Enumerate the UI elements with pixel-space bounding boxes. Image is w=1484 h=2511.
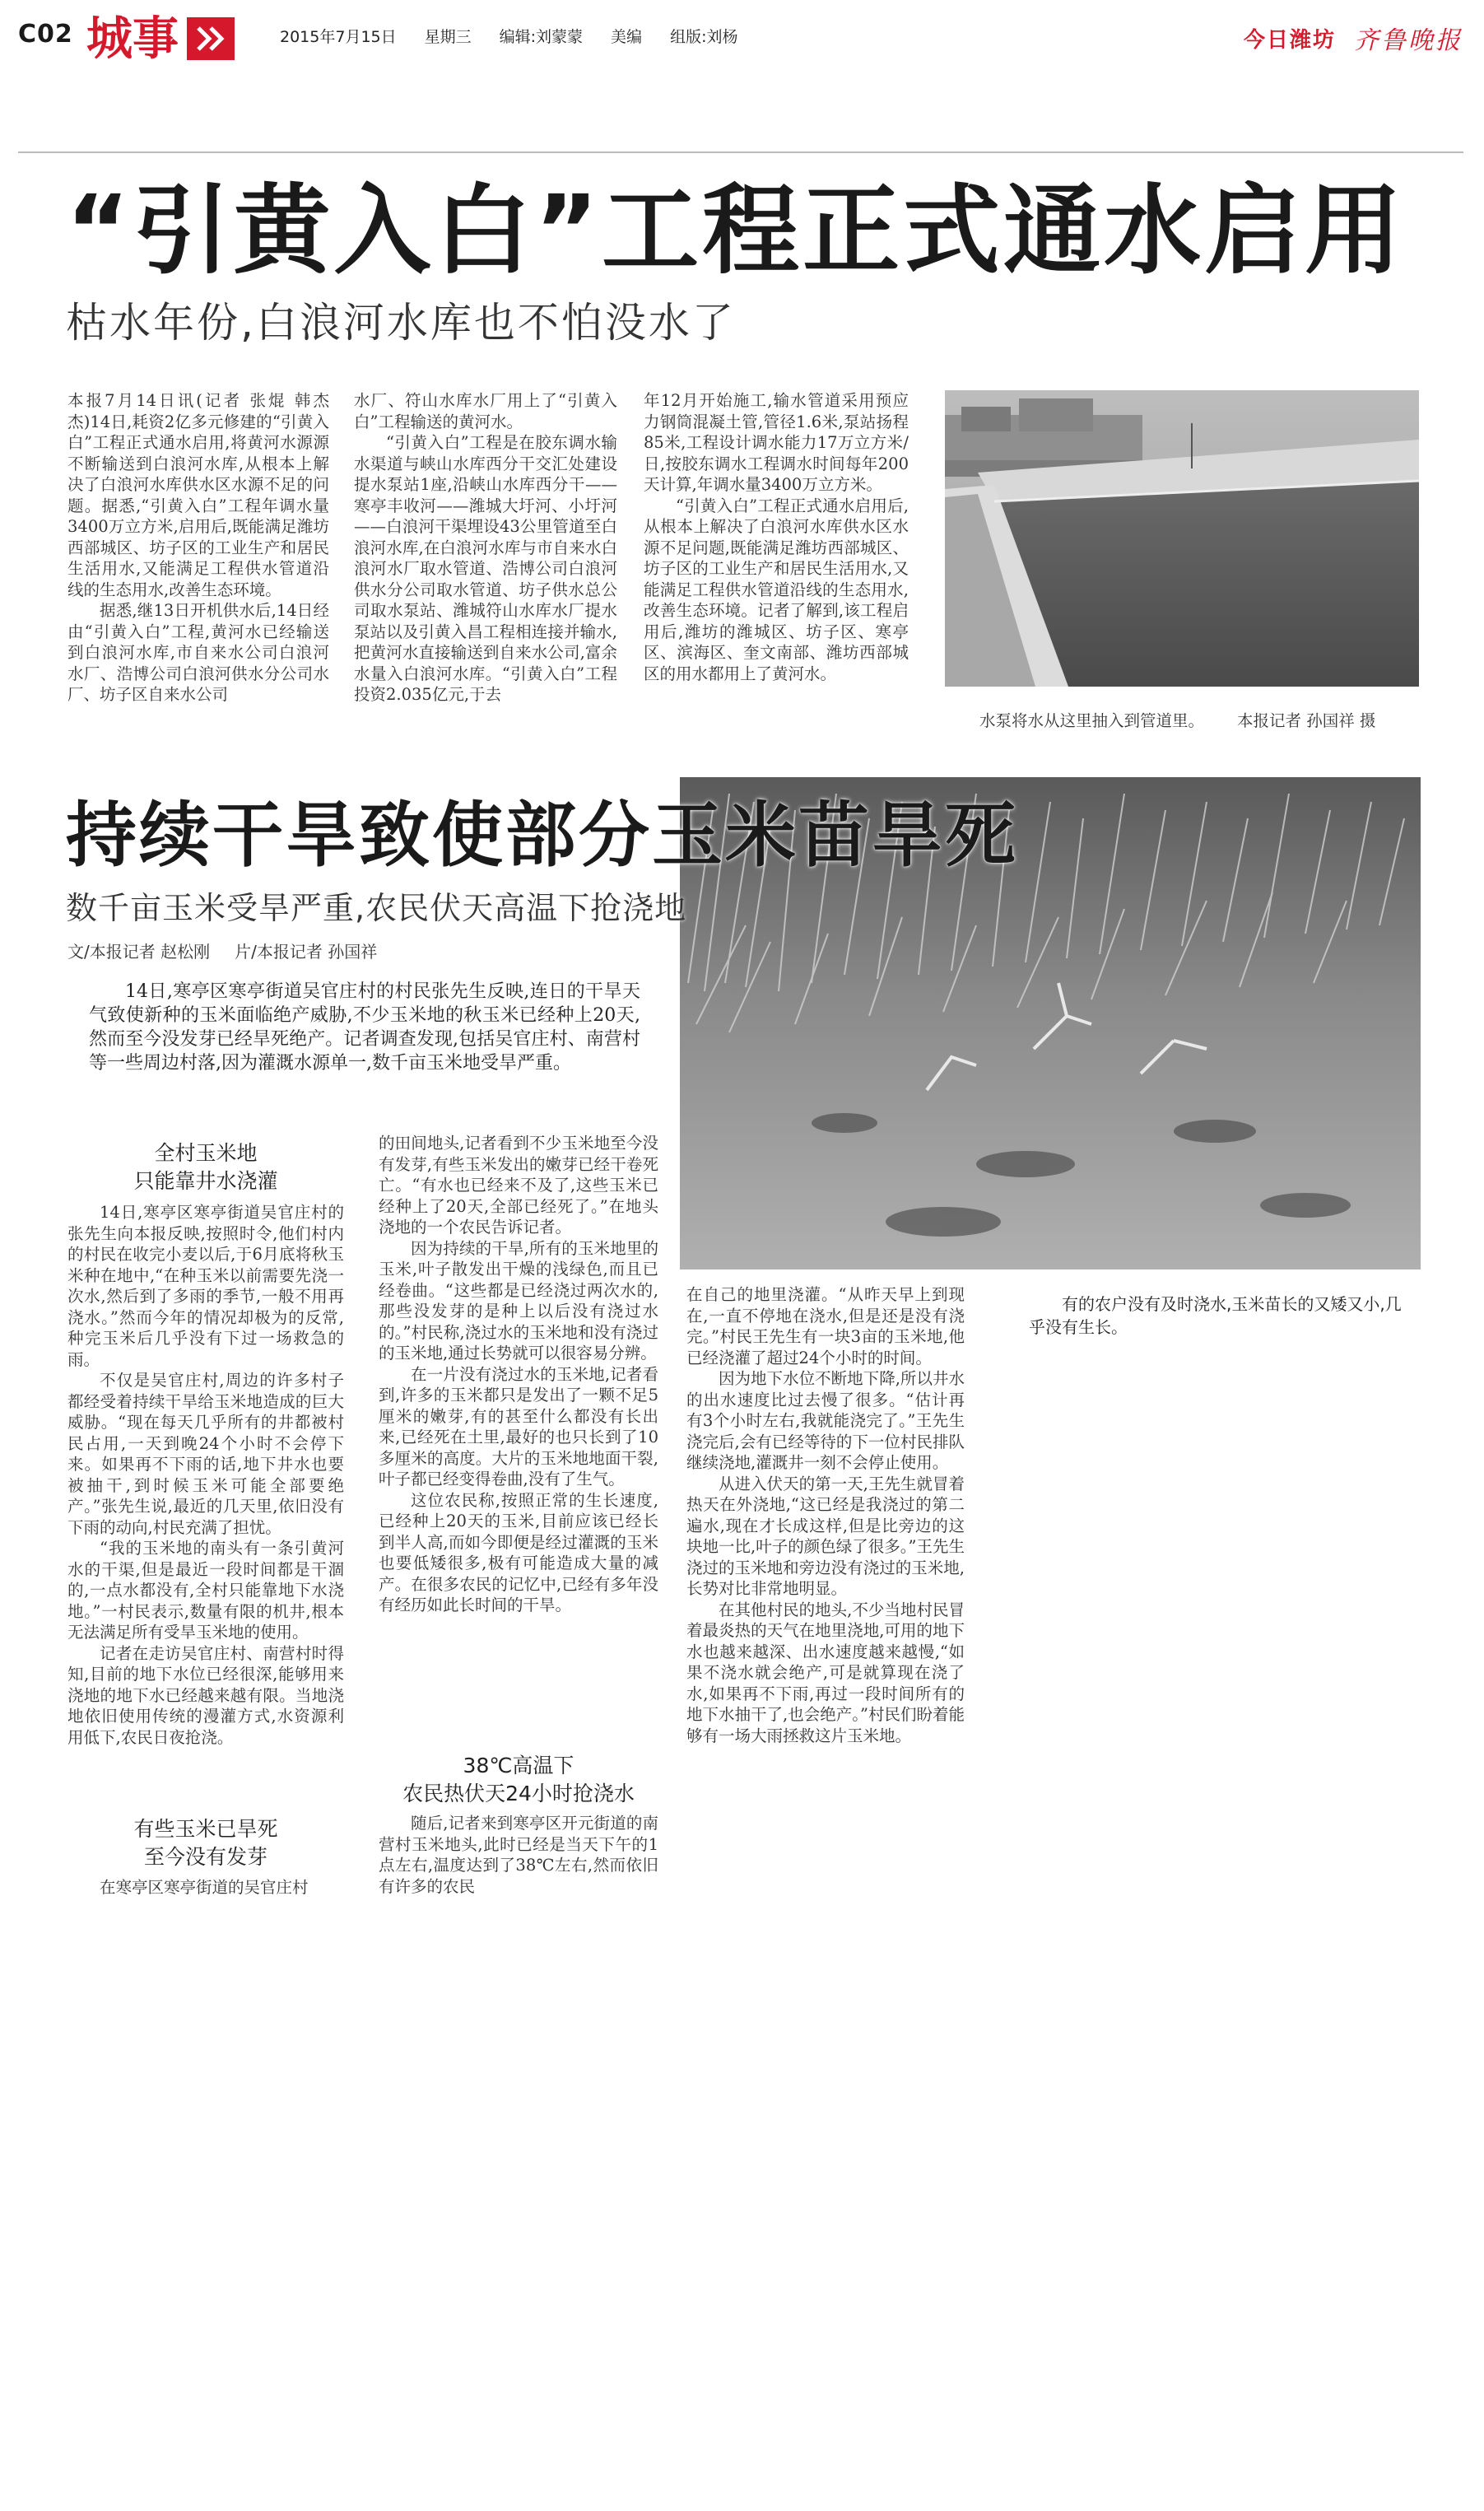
section-logo [86, 12, 259, 66]
article2-subhead: 数千亩玉米受旱严重,农民伏天高温下抢浇地 [66, 890, 687, 926]
page-number: C02 [18, 20, 73, 49]
paragraph: 因为持续的干旱,所有的玉米地里的玉米,叶子散发出干燥的浅绿色,而且已经卷曲。“这些都是已经浇过两次水的,那些没发芽的是种上以后没有浇过水的。”村民称,浇过水的玉米地和没有浇过的玉米地,通过长势就可以很容易分辨。 [379, 1238, 658, 1363]
paragraph: “引黄入白”工程正式通水启用后,从根本上解决了白浪河水库供水区水源不足问题,既能满足潍坊西部城区、坊子区的工业生产和居民生活用水,又能满足工程供水管道沿线的生态用水,改善生态环境。记者了解到,该工程启用后,潍坊的潍城区、坊子区、寒亭区、滨海区、奎文南部、潍坊西部城区的用水都用上了黄河水。 [644, 496, 909, 683]
today-weifang-label: 今日潍坊 [1243, 27, 1336, 53]
double-chevron-right-icon [187, 17, 235, 60]
subheading-heat-irrigation [379, 1752, 658, 1808]
caption-text: 有的农户没有及时浇水,玉米苗长的又矮又小,几乎没有生长。 [1029, 1294, 1402, 1337]
paragraph: 随后,记者来到寒亭区开元街道的南营村玉米地头,此时已经是当天下午的1点左右,温度达到了38℃左右,然而依旧有许多的农民 [379, 1814, 658, 1896]
paragraph: 年12月开始施工,输水管道采用预应力钢筒混凝土管,管径1.6米,泵站扬程85米,工程设计调水能力17万立方米/日,按胶东调水工程调水时间每年200天计算,年调水量3400万立方米。 [644, 391, 909, 494]
subheading-line: 至今没有发芽 [143, 1845, 267, 1869]
subheading-line: 有些玉米已旱死 [133, 1817, 278, 1841]
caption-text: 水泵将水从这里抽入到管道里。 [979, 711, 1205, 730]
paragraph: 据悉,继13日开机供水后,14日经由“引黄入白”工程,黄河水已经输送到白浪河水库,市自来水公司白浪河水厂、浩博公司白浪河供水分公司水厂、坊子区自来水公司 [67, 601, 329, 704]
subheading-corn-dead [67, 1815, 344, 1871]
article1-column-1 [67, 390, 329, 738]
subheading-line: 只能靠井水浇灌 [133, 1169, 278, 1193]
article2-column-1 [67, 1202, 344, 1810]
article1-column-3 [644, 390, 909, 738]
header-meta [280, 25, 737, 47]
article2-lead [89, 980, 640, 1103]
paragraph: 从进入伏天的第一天,王先生就冒着热天在外浇地,“这已经是我浇过的第二遍水,现在才长成这样,但是比旁边的这块地一比,叶子的颜色绿了很多。”王先生浇过的玉米地和旁边没有浇过的玉米地,长势对比非常地明显。 [686, 1474, 965, 1598]
byline-writer: 文/本报记者 赵松刚 [67, 942, 211, 962]
article2-byline [67, 939, 377, 962]
article2-headline: 持续干旱致使部分玉米苗旱死 [66, 794, 1018, 877]
paragraph: 的田间地头,记者看到不少玉米地至今没有发芽,有些玉米发出的嫩芽已经干卷死亡。“有水也已经来不及了,这些玉米已经种上了20天,全部已经死了。”在地头浇地的一个农民告诉记者。 [379, 1134, 658, 1237]
paragraph: 记者在走访吴官庄村、南营村时得知,目前的地下水位已经很深,能够用来浇地的地下水已经越来越有限。当地浇地依旧使用传统的漫灌方式,水资源利用低下,农民日夜抢浇。 [67, 1643, 344, 1747]
subheading-well-irrigation [67, 1139, 344, 1195]
section-name: 城事 [86, 12, 179, 66]
article1-headline: “引黄入白”工程正式通水启用 [66, 174, 1406, 287]
layout-credit: 组版:刘杨 [670, 28, 738, 46]
article1-column-2 [354, 390, 617, 738]
article1-subhead: 枯水年份,白浪河水库也不怕没水了 [66, 299, 736, 347]
art-editor-credit: 美编 [611, 28, 643, 46]
paragraph: 不仅是吴官庄村,周边的许多村子都经受着持续干旱给玉米地造成的巨大威胁。“现在每天几乎所有的井都被村民占用,一天到晚24个小时不会停下来。如果再不下雨的话,地下井水也要被抽干,到时候玉米可能全部要绝产。”张先生说,最近的几天里,依旧没有下雨的动向,村民充满了担忧。 [67, 1371, 344, 1537]
issue-weekday: 星期三 [424, 28, 472, 46]
paragraph: 在其他村民的地头,不少当地村民冒着最炎热的天气在地里浇地,可用的地下水也越来越深、出水速度越来越慢,“如果不浇水就会绝产,可是就算现在浇了水,如果再不下雨,再过一段时间所有的地下水抽干了,也会绝产。”村民们盼着能够有一场大雨拯救这片玉米地。 [686, 1600, 965, 1745]
paragraph: 这位农民称,按照正常的生长速度,已经种上20天的玉米,目前应该已经长到半人高,而如今即便是经过灌溉的玉米也要低矮很多,极有可能造成大量的减产。在很多农民的记忆中,已经有多年没有经历如此长时间的干旱。 [379, 1490, 658, 1614]
reservoir-pump-photo [945, 390, 1419, 687]
paragraph: “引黄入白”工程是在胶东调水输水渠道与峡山水库西分干交汇处建设提水泵站1座,沿峡山水库西分干——寒亭丰收河——潍城大圩河、小圩河——白浪河干渠埋设43公里管道至白浪河水库,在白浪河水库与市自来水白浪河水厂取水管道、浩博公司白浪河供水分公司取水管道、坊子供水总公司取水泵站、潍城符山水库水厂提水泵站以及引黄入昌工程相连接并输水,把黄河水直接输送到自来水公司,富余水量入白浪河水库。“引黄入白”工程投资2.035亿元,于去 [354, 433, 617, 704]
byline-photographer: 片/本报记者 孙国祥 [235, 942, 378, 962]
subheading-line: 农民热伏天24小时抢浇水 [402, 1782, 635, 1805]
article1-photo-caption [979, 708, 1375, 731]
photo-credit: 本报记者 孙国祥 摄 [1237, 711, 1376, 730]
paragraph: 在寒亭区寒亭街道的吴官庄村 [100, 1878, 309, 1897]
article2-photo-caption [1029, 1293, 1407, 1339]
header-brand [1244, 20, 1463, 56]
issue-date: 2015年7月15日 [280, 28, 397, 46]
lead-paragraph: 14日,寒亭区寒亭街道吴官庄村的村民张先生反映,连日的干旱天气致使新种的玉米面临绝产威胁,不少玉米地的秋玉米已经种上20天,然而至今没发芽已经旱死绝产。记者调查发现,包括吴官庄村、南营村等一些周边村落,因为灌溉水源单一,数千亩玉米地受旱严重。 [89, 981, 640, 1074]
paragraph: 本报7月14日讯(记者 张焜 韩杰杰)14日,耗资2亿多元修建的“引黄入白”工程正式通水启用,将黄河水源源不断输送到白浪河水库,从根本上解决了白浪河水库供水区水源不足的问题。据悉,“引黄入白”工程年调水量3400万立方米,启用后,既能满足潍坊西部城区、坊子区的工业生产和居民生活用水,又能满足工程供水管道沿线的生态用水,改善生态环境。 [67, 391, 329, 599]
article2-column-3 [686, 1284, 965, 1910]
article2-column-1-continued [67, 1877, 344, 1908]
paragraph: 在一片没有浇过水的玉米地,记者看到,许多的玉米都只是发出了一颗不足5厘米的嫩芽,有的甚至什么都没有长出来,已经死在土里,最好的也只长到了10多厘米的高度。大片的玉米地地面干裂,叶子都已经变得卷曲,没有了生气。 [379, 1364, 658, 1488]
subheading-line: 38℃高温下 [463, 1754, 575, 1777]
masthead-logo: 齐鲁晚报 [1354, 26, 1463, 55]
header-divider [18, 151, 1463, 153]
paragraph: “我的玉米地的南头有一条引黄河水的干渠,但是最近一段时间都是干涸的,一点水都没有,全村只能靠地下水浇地。”一村民表示,数量有限的机井,根本无法满足所有受旱玉米地的使用。 [67, 1539, 344, 1642]
article2-column-2-continued [379, 1813, 658, 1908]
paragraph: 14日,寒亭区寒亭街道吴官庄村的张先生向本报反映,按照时令,他们村内的村民在收完小麦以后,于6月底将秋玉米种在地中,“在种玉米以前需要先浇一次水,然后到了多雨的季节,一般不用再浇水。”然而今年的情况却极为的反常,种完玉米后几乎没有下过一场救急的雨。 [67, 1203, 344, 1369]
article2-column-2 [379, 1133, 658, 1744]
paragraph: 水厂、符山水库水厂用上了“引黄入白”工程输送的黄河水。 [354, 391, 617, 431]
subheading-line: 全村玉米地 [154, 1141, 258, 1165]
paragraph: 因为地下水位不断地下降,所以井水的出水速度比过去慢了很多。“估计再有3个小时左右,我就能浇完了。”王先生浇完后,会有已经等待的下一位村民排队继续浇地,灌溉井一刻不会停止使用。 [686, 1369, 965, 1472]
paragraph: 在自己的地里浇灌。“从昨天早上到现在,一直不停地在浇水,但是还是没有浇完。”村民王先生有一块3亩的玉米地,他已经浇灌了超过24个小时的时间。 [686, 1285, 965, 1367]
editor-credit: 编辑:刘蒙蒙 [499, 28, 584, 46]
